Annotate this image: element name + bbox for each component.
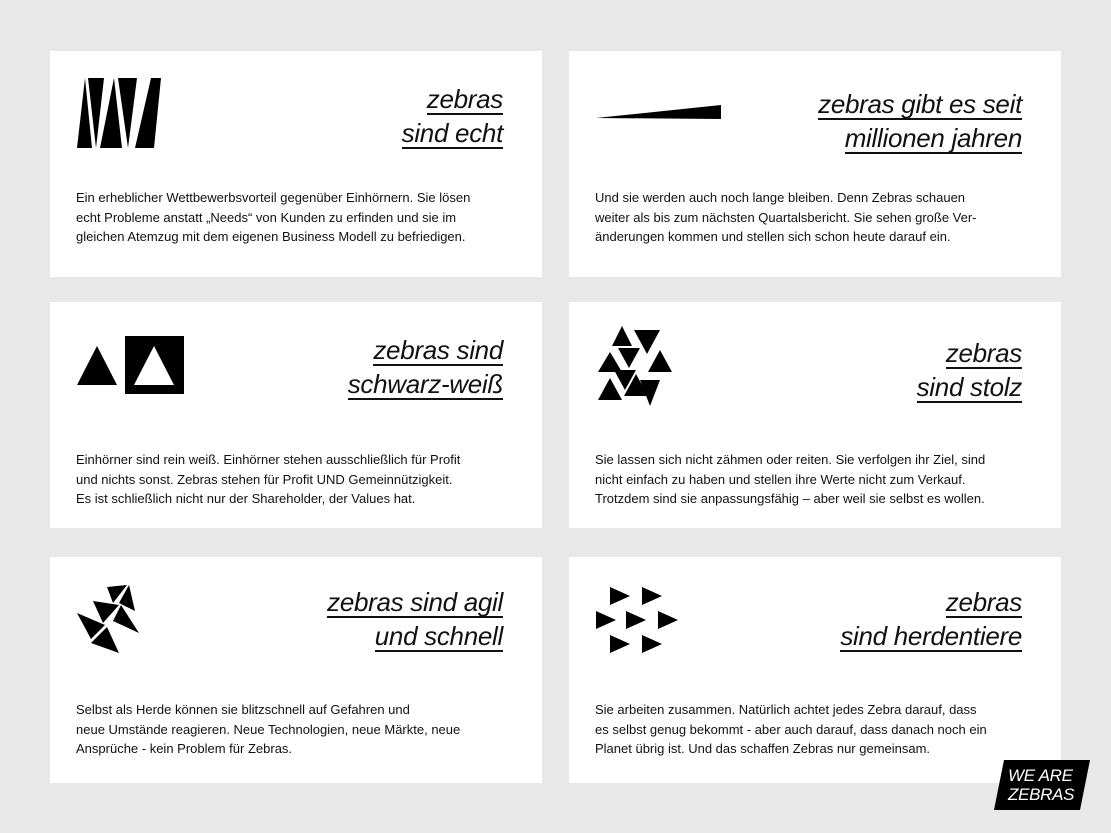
wedge-icon — [596, 104, 722, 122]
logo-text — [1008, 766, 1074, 804]
card-body: Und sie werden auch noch lange bleiben. Denn Zebras schauen weiter als bis zum nächsten Quartalsbericht. Sie sehen große Ver- änderungen kommen und stellen sich schon heute darauf ein. — [595, 190, 977, 244]
card-title: zebras sind echt — [401, 84, 503, 148]
card-title: zebras gibt es seit millionen jahren — [818, 89, 1022, 153]
card-body: Sie arbeiten zusammen. Natürlich achtet jedes Zebra darauf, dass es selbst genug bekommt - aber auch darauf, dass danach noch ein Planet übrig ist. Und das schaffen Zebras nur gemeinsam. — [595, 702, 987, 756]
card-millionen-jahren — [569, 51, 1061, 277]
card-title: zebras sind herdentiere — [840, 587, 1022, 651]
card-herdentiere — [569, 557, 1061, 783]
herd-arrows-icon — [596, 585, 682, 655]
logo-line-2: ZEBRAS — [1008, 785, 1075, 804]
card-sind-echt — [50, 51, 542, 277]
card-body: Einhörner sind rein weiß. Einhörner stehen ausschließlich für Profit und nichts sonst. Zebras stehen für Profit UND Gemeinnützigkeit. Es ist schließlich nicht nur der Shareholder, der Values hat. — [76, 452, 461, 506]
card-body: Selbst als Herde können sie blitzschnell auf Gefahren und neue Umstände reagieren. Neue Technologien, neue Märkte, neue Ansprüche - kein Problem für Zebras. — [76, 702, 461, 756]
card-body: Ein erheblicher Wettbewerbsvorteil gegenüber Einhörnern. Sie lösen echt Probleme anstatt „Needs“ von Kunden zu erfinden und sie im gleichen Atemzug mit dem eigenen Business Modell zu befriedigen. — [76, 190, 471, 244]
triangle-cluster-icon — [596, 324, 676, 410]
logo-line-1: WE ARE — [1008, 766, 1073, 785]
chevron-arrows-icon — [77, 583, 147, 653]
card-title: zebras sind agil und schnell — [327, 587, 503, 651]
card-body: Sie lassen sich nicht zähmen oder reiten. Sie verfolgen ihr Ziel, sind nicht einfach zu haben und stellen ihre Werte nicht zum Verkauf. Trotzdem sind sie anpassungsfähig – aber weil sie selbst es wollen. — [595, 452, 986, 506]
tall-triangles-icon — [77, 78, 165, 148]
card-sind-stolz — [569, 302, 1061, 528]
card-agil-und-schnell — [50, 557, 542, 783]
card-title: zebras sind schwarz-weiß — [347, 335, 503, 399]
card-title: zebras sind stolz — [916, 338, 1022, 402]
triangle-and-square-icon — [77, 335, 187, 395]
card-schwarz-weiss — [50, 302, 542, 528]
